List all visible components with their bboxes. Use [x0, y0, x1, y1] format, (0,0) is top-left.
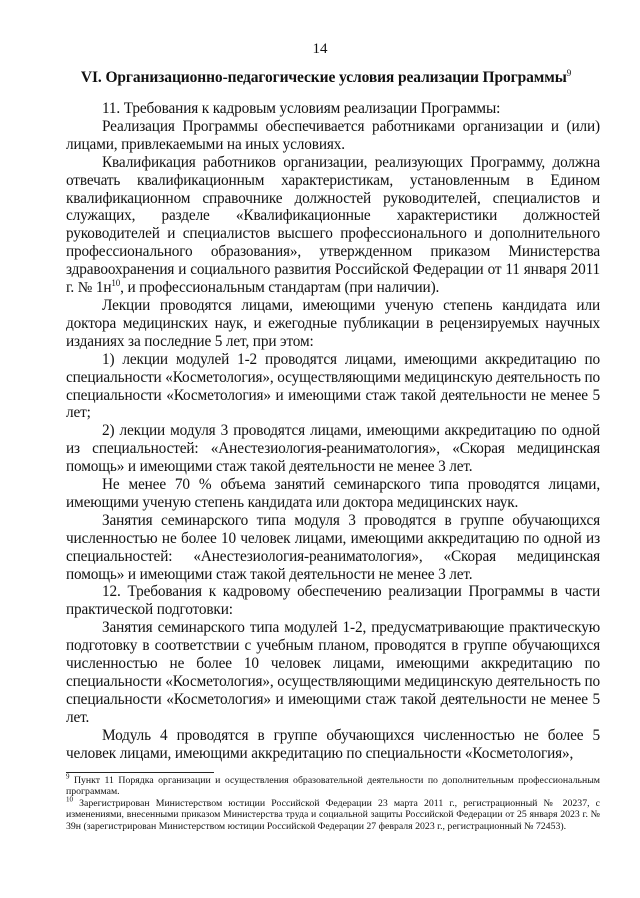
paragraph-11-title: 11. Требования к кадровым условиям реализации Программы:	[102, 100, 501, 117]
footnote-divider	[66, 772, 214, 773]
paragraph-qualification	[66, 154, 600, 297]
footnote-mark: 10	[66, 795, 73, 804]
paragraph-text-tail: , и профессиональным стандартам (при наличии).	[120, 279, 440, 297]
footnote-text: Пункт 11 Порядка организации и осуществления образовательной деятельности по дополнительным профессиональным программам.	[66, 775, 600, 798]
paragraph-12-title: 12. Требования к кадровому обеспечению реализации Программы в части практической подготовки:	[66, 583, 600, 619]
footnotes	[66, 772, 600, 832]
list-item-2: 2) лекции модуля 3 проводятся лицами, имеющими аккредитацию по одной из специальностей: «Анестезиология-реаниматология», «Скорая медицинская помощь» и имеющими стаж такой деятельности не менее 3 лет.	[66, 422, 600, 476]
paragraph-lectures: Лекции проводятся лицами, имеющими ученую степень кандидата или доктора медицинских наук, и ежегодные публикации в рецензируемых научных изданиях за последние 5 лет, при этом:	[66, 296, 600, 350]
footnote-9	[66, 772, 600, 798]
page-number: 14	[312, 41, 328, 57]
paragraph: Не менее 70 % объема занятий семинарского типа проводятся лицами, имеющими ученую степень кандидата или доктора медицинских наук.	[66, 476, 600, 511]
paragraph-text: Квалификация работников организации, реализующих Программу, должна отвечать квалификационным характеристикам, установленным в Едином квалификационном справочнике должностей руководителей, специалистов и служащих, разделе «Квалификационные характеристики должностей руководителей и специалистов высшего профессионального и дополнительного профессионального образования», утвержденном приказом Министерства здравоохранения и социального развития Российской Федерации от 11 января 2011 г. № 1н	[66, 153, 600, 297]
document-body	[66, 100, 600, 763]
footnote-ref-9: 9	[566, 68, 572, 78]
footnote-mark: 9	[66, 772, 70, 781]
paragraph: Занятия семинарского типа модулей 1-2, предусматривающие практическую подготовку в соответствии с учебным планом, проводятся в группе обучающихся численностью не более 10 человек лицами, имеющими аккредитацию по специальности «Косметология», осуществляющими медицинскую деятельность по специальности «Косметология» и имеющими стаж такой деятельности не менее 5 лет.	[66, 619, 600, 726]
footnote-text: Зарегистрирован Министерством юстиции Российской Федерации 23 марта 2011 г., регистрационный № 20237, с изменениями, внесенными приказом Министерства труда и социальной защиты Российской Федерации от 25 января 2023 г. № 39н (зарегистрирован Министерством юстиции Российской Федерации 27 февраля 2023 г., регистрационный № 72453).	[66, 797, 600, 832]
section-heading-text: VI. Организационно-педагогические условия реализации Программы	[80, 69, 567, 87]
paragraph: Занятия семинарского типа модуля 3 проводятся в группе обучающихся численностью не более 10 человек лицами, имеющими аккредитацию по одной из специальностей: «Анестезиология-реаниматология», «Скорая медицинская помощь» и имеющими стаж такой деятельности не менее 3 лет.	[66, 511, 600, 583]
footnote-10	[66, 795, 600, 832]
list-item-1: 1) лекции модулей 1-2 проводятся лицами, имеющими аккредитацию по специальности «Косметология», осуществляющими медицинскую деятельность по специальности «Косметология» и имеющими стаж такой деятельности не менее 5 лет;	[66, 350, 600, 422]
paragraph: Реализация Программы обеспечивается работниками организации и (или) лицами, привлекаемыми на иных условиях.	[66, 117, 600, 153]
paragraph: Модуль 4 проводятся в группе обучающихся численностью не более 5 человек лицами, имеющими аккредитацию по специальности «Косметология»,	[66, 726, 600, 762]
footnote-ref-10: 10	[111, 277, 121, 288]
section-heading	[66, 68, 586, 87]
